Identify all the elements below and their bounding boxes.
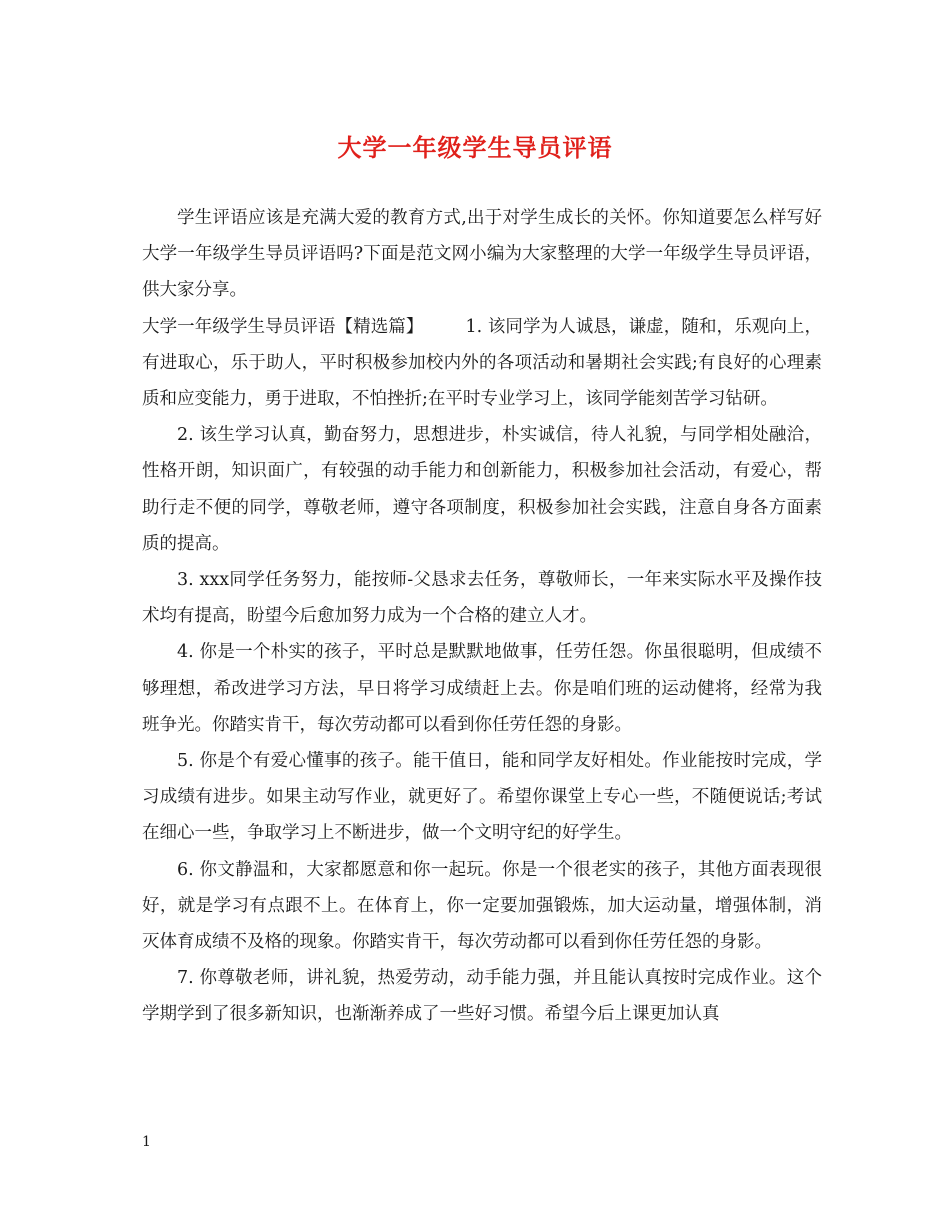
comment-item-4: 4. 你是一个朴实的孩子，平时总是默默地做事，任劳任怨。你虽很聪明，但成绩不够理想，希改进学习方法，早日将学习成绩赶上去。你是咱们班的运动健将，经常为我班争光。你踏实肯干，每次劳动都可以看到你任劳任怨的身影。 <box>142 642 822 735</box>
comment-item-7: 7. 你尊敬老师，讲礼貌，热爱劳动，动手能力强，并且能认真按时完成作业。这个学期学到了很多新知识，也渐渐养成了一些好习惯。希望今后上课更加认真 <box>142 968 822 1025</box>
comment-item-2: 2. 该生学习认真，勤奋努力，思想进步，朴实诚信，待人礼貌，与同学相处融洽，性格开朗，知识面广，有较强的动手能力和创新能力，积极参加社会活动，有爱心，帮助行走不便的同学，尊敬老师，遵守各项制度，积极参加社会实践，注意自身各方面素质的提高。 <box>142 425 822 554</box>
section-paragraph <box>142 309 822 418</box>
comment-item-6: 6. 你文静温和，大家都愿意和你一起玩。你是一个很老实的孩子，其他方面表现很好，就是学习有点跟不上。在体育上，你一定要加强锻炼，加大运动量，增强体制，消灭体育成绩不及格的现象。你踏实肯干，每次劳动都可以看到你任劳任怨的身影。 <box>142 859 822 953</box>
comment-item-3: 3. xxx同学任务努力，能按师-父恳求去任务，尊敬师长，一年来实际水平及操作技术均有提高，盼望今后愈加努力成为一个合格的建立人才。 <box>142 570 822 627</box>
comment-item-5: 5. 你是个有爱心懂事的孩子。能干值日，能和同学友好相处。作业能按时完成，学习成绩有进步。如果主动写作业，就更好了。希望你课堂上专心一些，不随便说话;考试在细心一些，争取学习上不断进步，做一个文明守纪的好学生。 <box>142 751 822 844</box>
comment-item-1: 1. 该同学为人诚恳，谦虚，随和，乐观向上，有进取心，乐于助人，平时积极参加校内外的各项活动和暑期社会实践;有良好的心理素质和应变能力，勇于进取，不怕挫折;在平时专业学习上，该同学能刻苦学习钻研。 <box>142 316 822 410</box>
document-body <box>142 200 822 1033</box>
section-heading: 大学一年级学生导员评语【精选篇】 <box>142 316 424 337</box>
document-title: 大学一年级学生导员评语 <box>337 133 613 162</box>
page-number: 1 <box>142 1134 151 1150</box>
intro-paragraph: 学生评语应该是充满大爱的教育方式,出于对学生成长的关怀。你知道要怎么样写好大学一年级学生导员评语吗?下面是范文网小编为大家整理的大学一年级学生导员评语，供大家分享。 <box>142 208 822 301</box>
